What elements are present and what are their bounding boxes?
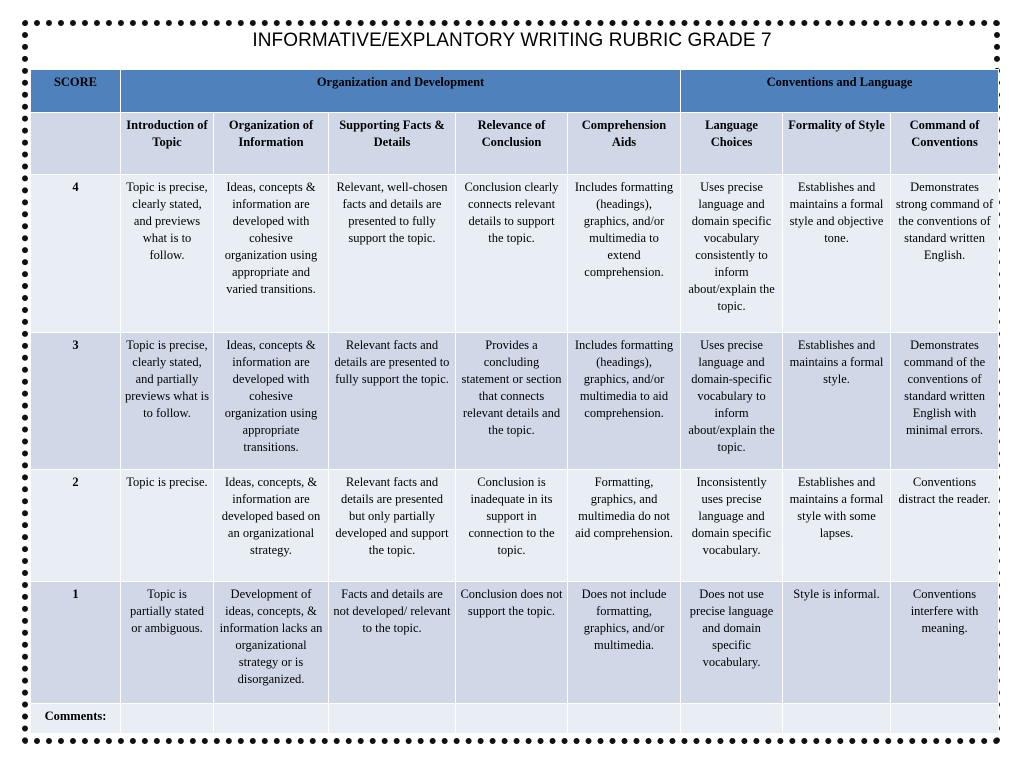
column-header: Supporting Facts & Details xyxy=(329,113,456,175)
comments-cell[interactable] xyxy=(891,704,999,734)
rubric-cell: Topic is precise. xyxy=(121,470,214,582)
comments-cell[interactable] xyxy=(681,704,783,734)
rubric-cell: Ideas, concepts, & information are developed based on an organizational strategy. xyxy=(214,470,329,582)
rubric-cell: Relevant facts and details are presented but only partially developed and support the topic. xyxy=(329,470,456,582)
rubric-cell: Relevant facts and details are presented to fully support the topic. xyxy=(329,333,456,470)
rubric-cell: Facts and details are not developed/ relevant to the topic. xyxy=(329,582,456,704)
rubric-cell: Includes formatting (headings), graphics, and/or multimedia to extend comprehension. xyxy=(568,175,681,333)
rubric-cell: Development of ideas, concepts, & information lacks an organizational strategy or is disorganized. xyxy=(214,582,329,704)
comments-label: Comments: xyxy=(31,704,121,734)
column-header: Command of Conventions xyxy=(891,113,999,175)
rubric-cell: Ideas, concepts & information are developed with cohesive organization using appropriate and varied transitions. xyxy=(214,175,329,333)
rubric-cell: Topic is precise, clearly stated, and partially previews what is to follow. xyxy=(121,333,214,470)
rubric-cell: Includes formatting (headings), graphics, and/or multimedia to aid comprehension. xyxy=(568,333,681,470)
table-row xyxy=(31,175,999,333)
rubric-cell: Establishes and maintains a formal style and objective tone. xyxy=(783,175,891,333)
rubric-cell: Establishes and maintains a formal style. xyxy=(783,333,891,470)
rubric-cell: Conclusion clearly connects relevant details to support the topic. xyxy=(456,175,568,333)
comments-cell[interactable] xyxy=(121,704,214,734)
score-cell: 1 xyxy=(31,582,121,704)
group-header-row xyxy=(31,70,999,113)
score-cell: 2 xyxy=(31,470,121,582)
rubric-cell: Topic is partially stated or ambiguous. xyxy=(121,582,214,704)
page-title: INFORMATIVE/EXPLANTORY WRITING RUBRIC GRADE 7 xyxy=(252,30,772,51)
rubric-cell: Provides a concluding statement or section that connects relevant details and the topic. xyxy=(456,333,568,470)
score-subheader-blank xyxy=(31,113,121,175)
comments-cell[interactable] xyxy=(214,704,329,734)
column-header: Comprehension Aids xyxy=(568,113,681,175)
rubric-cell: Conventions interfere with meaning. xyxy=(891,582,999,704)
rubric-cell: Topic is precise, clearly stated, and previews what is to follow. xyxy=(121,175,214,333)
table-row xyxy=(31,333,999,470)
rubric-cell: Does not include formatting, graphics, and/or multimedia. xyxy=(568,582,681,704)
rubric-cell: Conclusion does not support the topic. xyxy=(456,582,568,704)
rubric-cell: Conventions distract the reader. xyxy=(891,470,999,582)
rubric-cell: Formatting, graphics, and multimedia do not aid comprehension. xyxy=(568,470,681,582)
rubric-cell: Uses precise language and domain-specific vocabulary to inform about/explain the topic. xyxy=(681,333,783,470)
rubric-table xyxy=(30,69,999,734)
rubric-cell: Does not use precise language and domain specific vocabulary. xyxy=(681,582,783,704)
rubric-cell: Establishes and maintains a formal style with some lapses. xyxy=(783,470,891,582)
column-header: Language Choices xyxy=(681,113,783,175)
group-header-conventions: Conventions and Language xyxy=(681,70,999,113)
group-header-organization: Organization and Development xyxy=(121,70,681,113)
column-header: Introduction of Topic xyxy=(121,113,214,175)
score-header: SCORE xyxy=(31,70,121,113)
comments-cell[interactable] xyxy=(568,704,681,734)
column-header: Relevance of Conclusion xyxy=(456,113,568,175)
rubric-cell: Demonstrates command of the conventions of standard written English with minimal errors. xyxy=(891,333,999,470)
column-header: Organization of Information xyxy=(214,113,329,175)
rubric-cell: Style is informal. xyxy=(783,582,891,704)
score-cell: 3 xyxy=(31,333,121,470)
score-cell: 4 xyxy=(31,175,121,333)
column-header: Formality of Style xyxy=(783,113,891,175)
rubric-cell: Inconsistently uses precise language and domain specific vocabulary. xyxy=(681,470,783,582)
rubric-cell: Ideas, concepts & information are developed with cohesive organization using appropriate transitions. xyxy=(214,333,329,470)
comments-cell[interactable] xyxy=(329,704,456,734)
rubric-cell: Relevant, well-chosen facts and details are presented to fully support the topic. xyxy=(329,175,456,333)
comments-cell[interactable] xyxy=(456,704,568,734)
comments-cell[interactable] xyxy=(783,704,891,734)
rubric-cell: Conclusion is inadequate in its support in connection to the topic. xyxy=(456,470,568,582)
comments-row xyxy=(31,704,999,734)
table-row xyxy=(31,582,999,704)
column-header-row xyxy=(31,113,999,175)
table-row xyxy=(31,470,999,582)
rubric-cell: Demonstrates strong command of the conventions of standard written English. xyxy=(891,175,999,333)
rubric-cell: Uses precise language and domain specific vocabulary consistently to inform about/explain the topic. xyxy=(681,175,783,333)
